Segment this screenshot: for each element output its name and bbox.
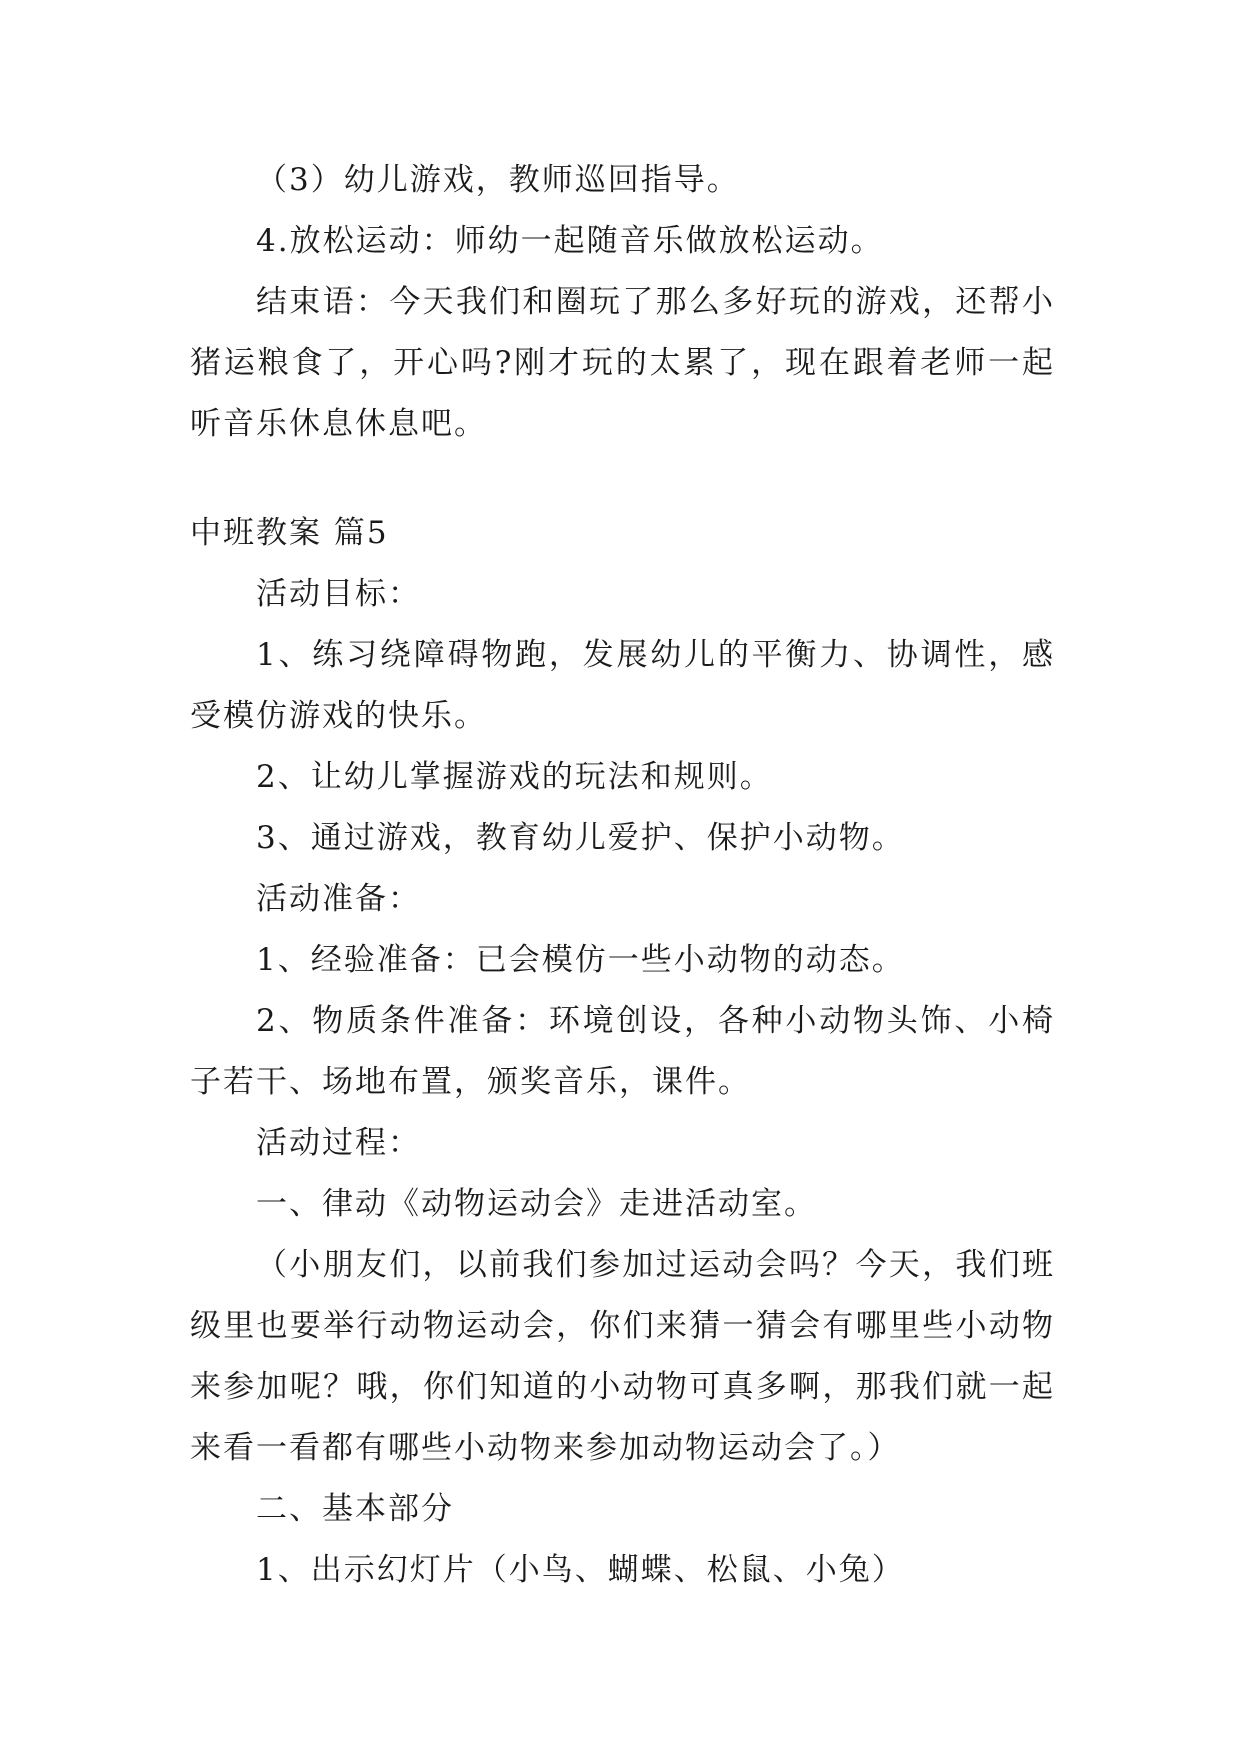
paragraph-goal-3: 3、通过游戏，教育幼儿爱护、保护小动物。	[256, 820, 905, 856]
paragraph-prep-1: 1、经验准备：已会模仿一些小动物的动态。	[256, 942, 905, 978]
paragraph-relax-exercise: 4.放松运动：师幼一起随音乐做放松运动。	[256, 223, 884, 259]
paragraph-goal-2: 2、让幼儿掌握游戏的玩法和规则。	[256, 759, 773, 795]
paragraph-closing-remarks: 结束语：今天我们和圈玩了那么多好玩的游戏，还帮小猪运粮食了，开心吗?刚才玩的太累了，现在跟着老师一起听音乐休息休息吧。	[190, 284, 1055, 442]
paragraph-process-label: 活动过程：	[256, 1125, 421, 1161]
paragraph-goal-1: 1、练习绕障碍物跑，发展幼儿的平衡力、协调性，感受模仿游戏的快乐。	[190, 637, 1055, 734]
paragraph-goals-label: 活动目标：	[256, 576, 421, 612]
paragraph-game-guidance: （3）幼儿游戏，教师巡回指导。	[256, 162, 740, 198]
paragraph-prep-label: 活动准备：	[256, 881, 421, 917]
paragraph-step-2: 二、基本部分	[256, 1491, 454, 1527]
paragraph-step-2-item-1: 1、出示幻灯片（小鸟、蝴蝶、松鼠、小兔）	[256, 1552, 905, 1588]
paragraph-prep-2: 2、物质条件准备：环境创设，各种小动物头饰、小椅子若干、场地布置，颁奖音乐，课件。	[190, 1003, 1055, 1100]
section-heading: 中班教案 篇5	[190, 515, 389, 551]
paragraph-step-1: 一、律动《动物运动会》走进活动室。	[256, 1186, 817, 1222]
paragraph-step-1-detail: （小朋友们，以前我们参加过运动会吗？今天，我们班级里也要举行动物运动会，你们来猜一猜会有哪里些小动物来参加呢？哦，你们知道的小动物可真多啊，那我们就一起来看一看都有哪些小动物来参加动物运动会了。）	[190, 1247, 1055, 1466]
